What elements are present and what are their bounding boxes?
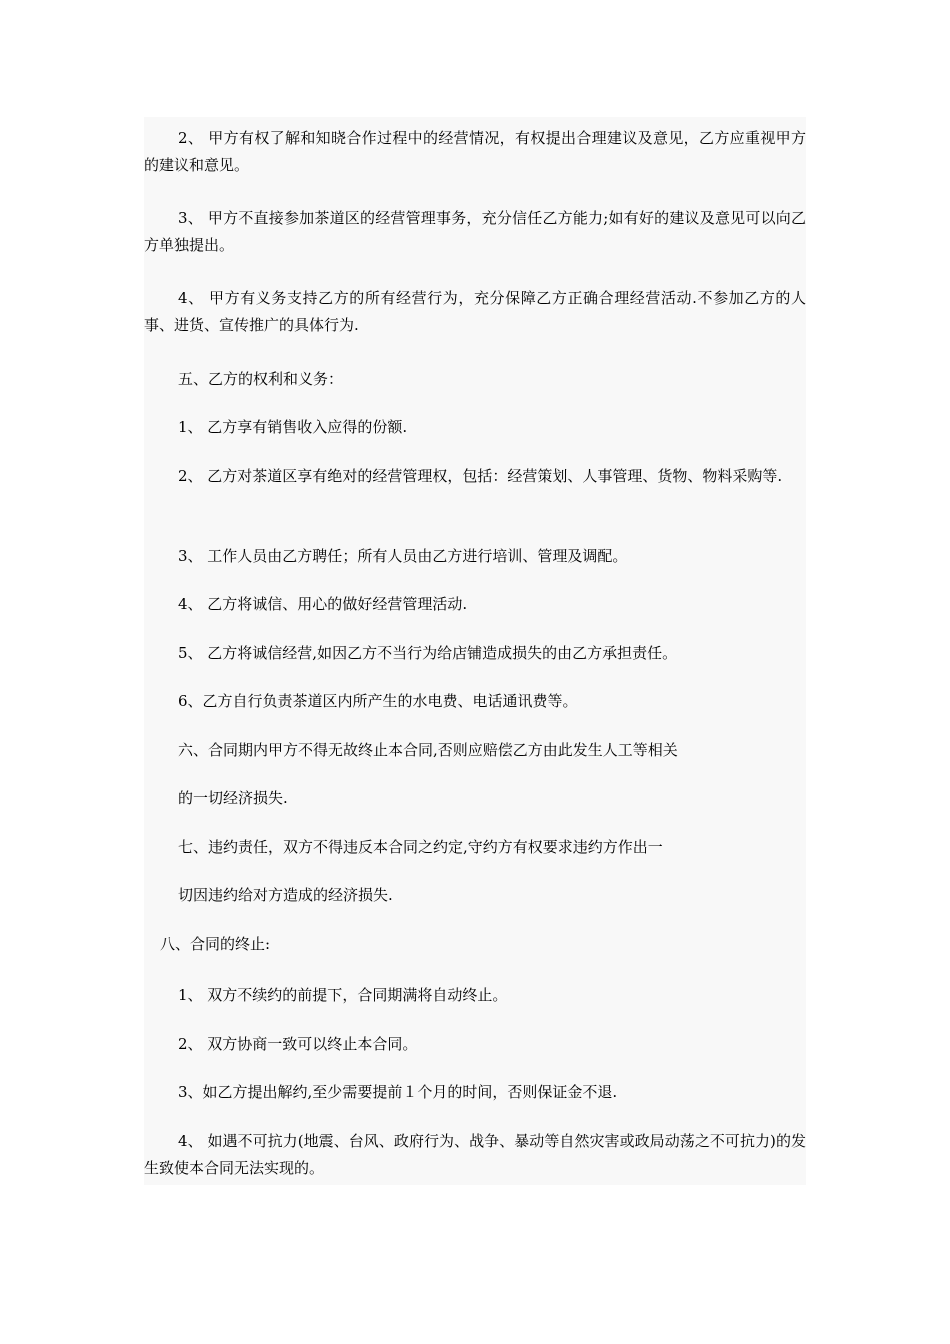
clause-c4-paragraph: 4、 如遇不可抗力(地震、台风、政府行为、战争、暴动等自然灾害或政局动荡之不可抗力)的发生致使本合同无法实现的。	[144, 1132, 806, 1177]
clause-a2-paragraph: 2、 甲方有权了解和知晓合作过程中的经营情况，有权提出合理建议及意见，乙方应重视甲方的建议和意见。	[144, 129, 806, 174]
section-six-line2: 的一切经济损失.	[178, 789, 288, 807]
clause-a3-paragraph: 3、 甲方不直接参加茶道区的经营管理事务，充分信任乙方能力;如有好的建议及意见可以向乙方单独提出。	[144, 209, 806, 254]
clause-b3-paragraph: 3、 工作人员由乙方聘任；所有人员由乙方进行培训、管理及调配。	[178, 547, 628, 565]
clause-b1-paragraph: 1、 乙方享有销售收入应得的份额.	[178, 418, 408, 436]
clause-b4-paragraph: 4、 乙方将诚信、用心的做好经营管理活动.	[178, 595, 468, 613]
section-six-line1: 六、合同期内甲方不得无故终止本合同,否则应赔偿乙方由此发生人工等相关	[178, 741, 678, 759]
clause-c2-paragraph: 2、 双方协商一致可以终止本合同。	[178, 1035, 418, 1053]
clause-c1-paragraph: 1、 双方不续约的前提下，合同期满将自动终止。	[178, 986, 508, 1004]
section-seven-line1: 七、违约责任，双方不得违反本合同之约定,守约方有权要求违约方作出一	[178, 838, 663, 856]
clause-b6-paragraph: 6、乙方自行负责茶道区内所产生的水电费、电话通讯费等。	[178, 692, 578, 710]
clause-c3-paragraph: 3、如乙方提出解约,至少需要提前１个月的时间，否则保证金不退.	[178, 1083, 618, 1101]
section-eight-heading: 八、合同的终止:	[160, 935, 271, 953]
clause-a4-paragraph: 4、 甲方有义务支持乙方的所有经营行为，充分保障乙方正确合理经营活动.不参加乙方的人事、进货、宣传推广的具体行为.	[144, 289, 806, 334]
section-five-heading: 五、乙方的权利和义务：	[178, 370, 344, 388]
clause-b2-paragraph: 2、 乙方对茶道区享有绝对的经营管理权，包括：经营策划、人事管理、货物、物料采购等.	[178, 467, 783, 485]
section-seven-line2: 切因违约给对方造成的经济损失.	[178, 886, 393, 904]
clause-b5-paragraph: 5、 乙方将诚信经营,如因乙方不当行为给店铺造成损失的由乙方承担责任。	[178, 644, 678, 662]
